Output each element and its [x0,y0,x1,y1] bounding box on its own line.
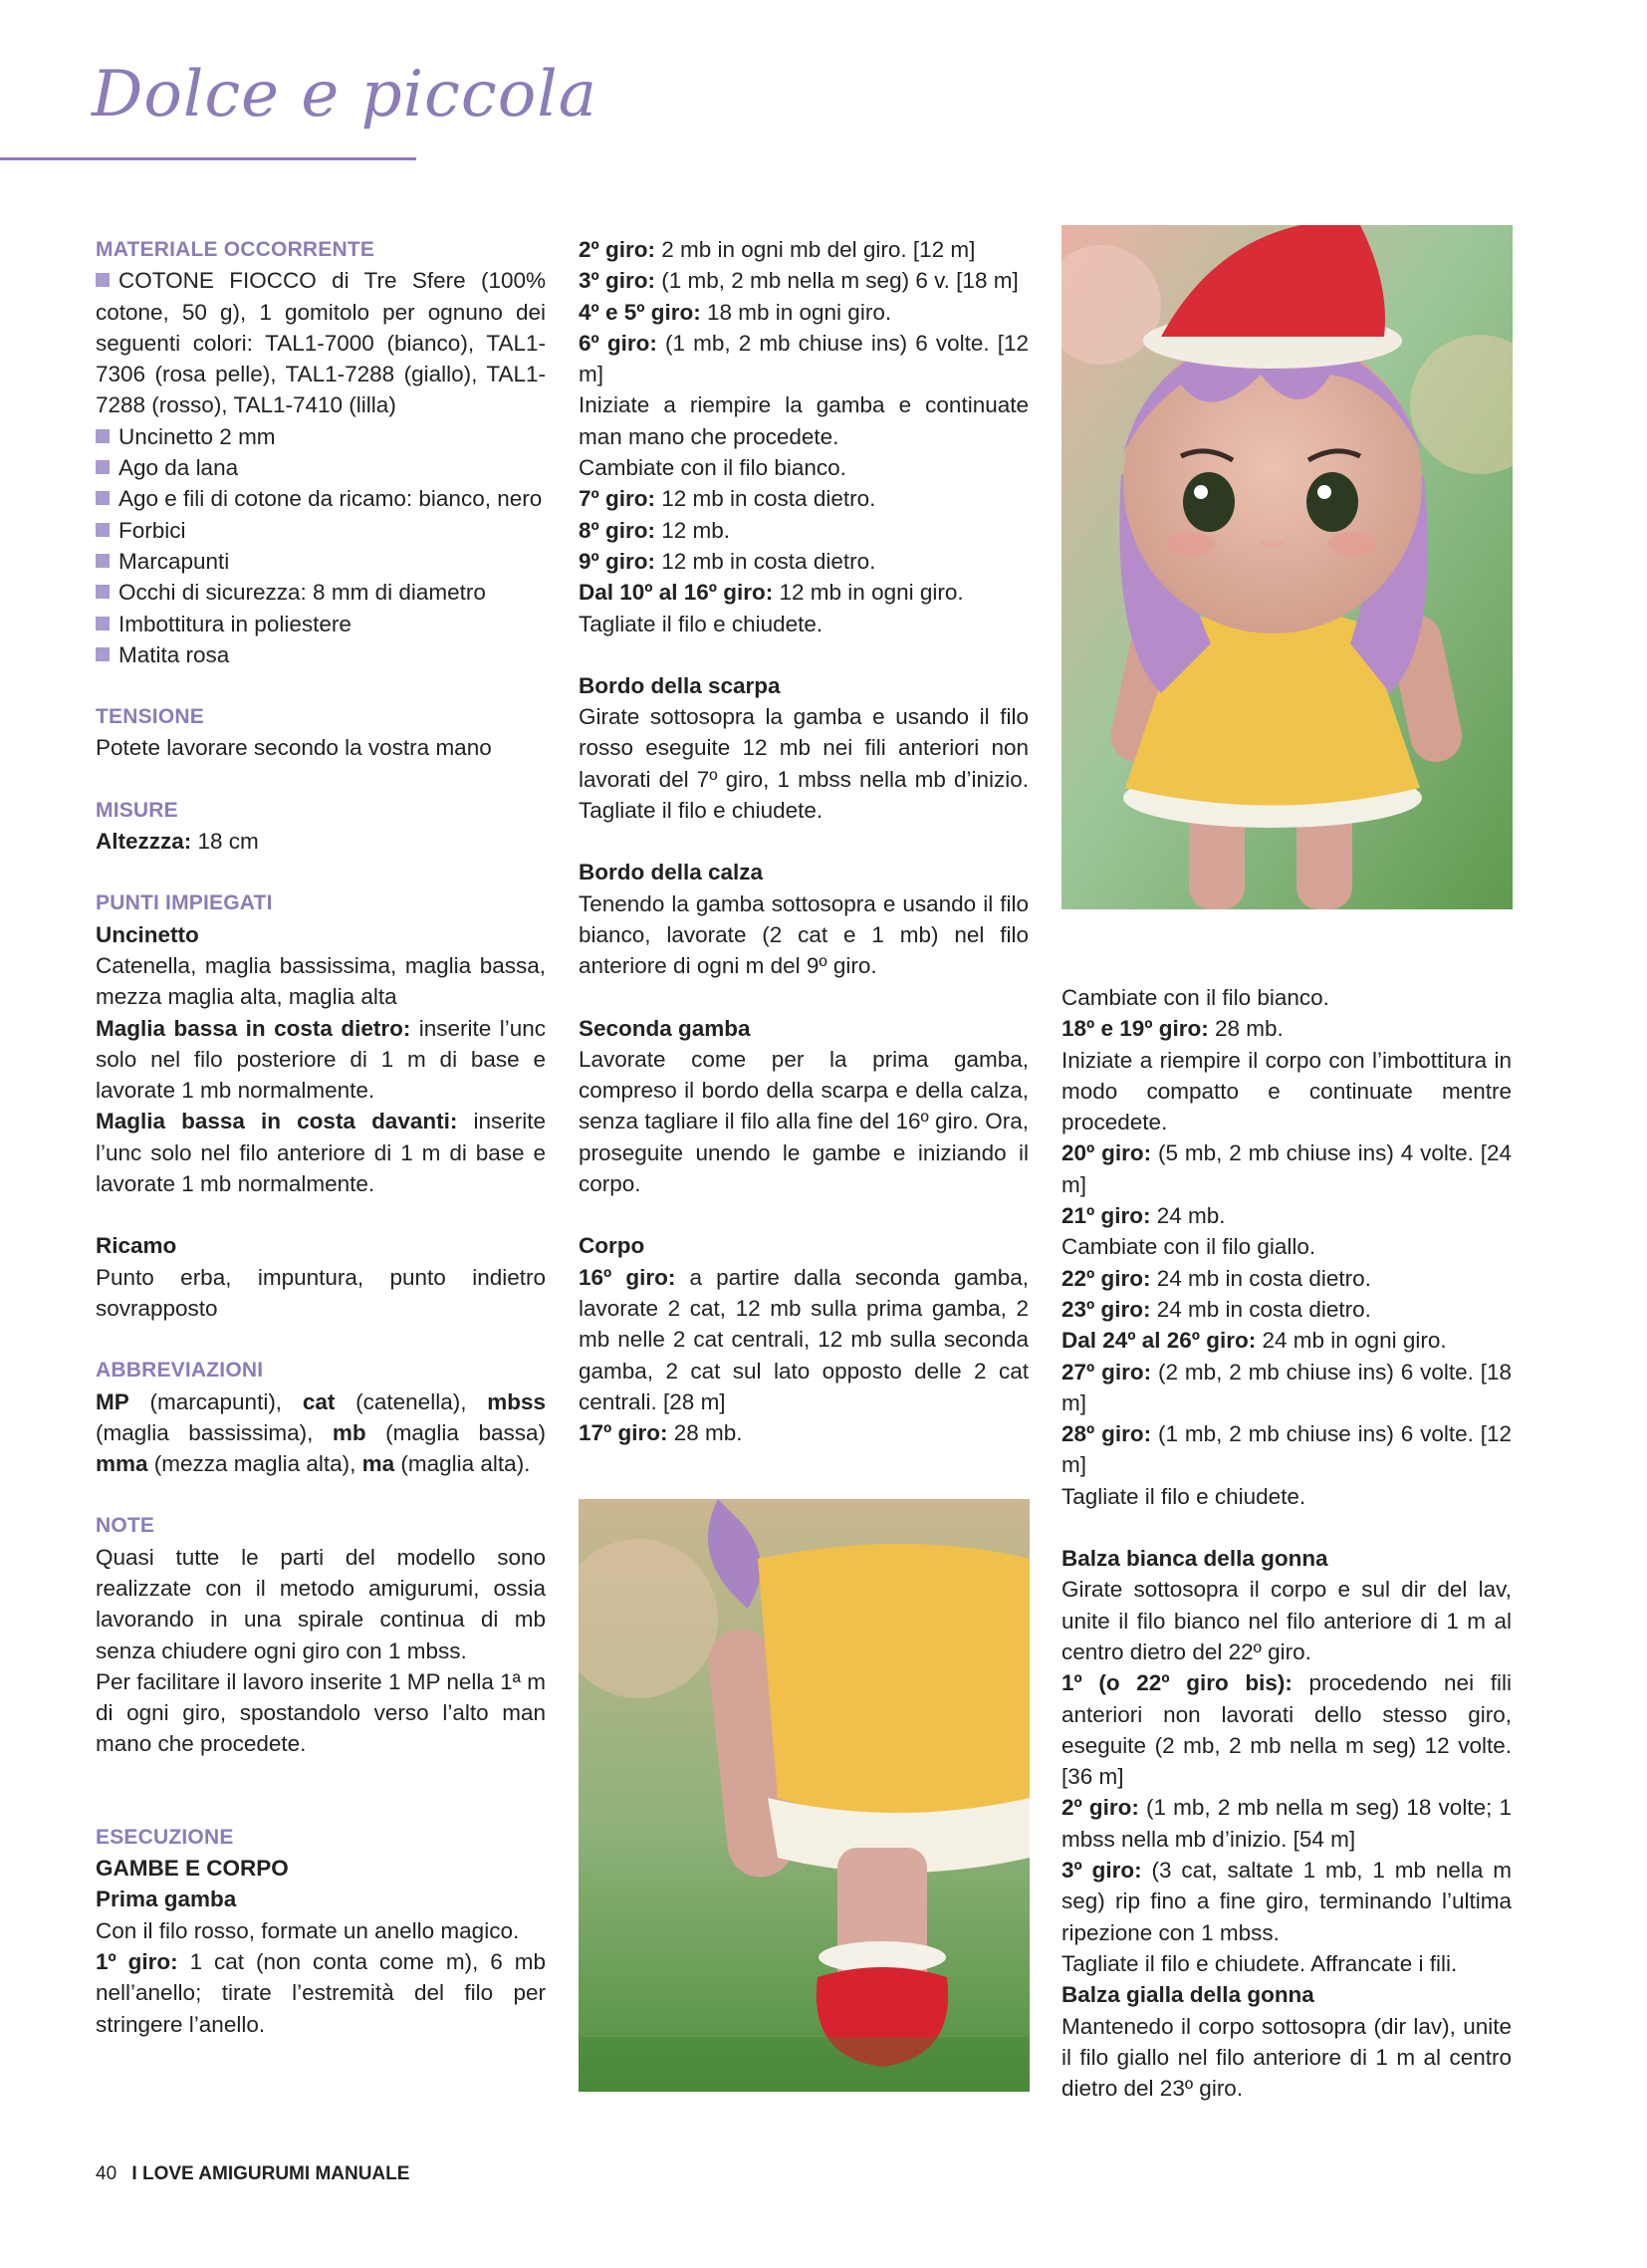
instruction-text: Tagliate il filo e chiudete. Affrancate i fili. [1061,1950,1458,1976]
note-text-1: Quasi tutte le parti del modello sono realizzate con il metodo amigurumi, ossia lavorando in una spirale continua di mb senza chiudere ogni giro con 1 mbss. [96,1544,546,1663]
giro-21: 21º giro: 24 mb. [1061,1203,1226,1229]
giro-18-19: 18º e 19º giro: 28 mb. [1061,1016,1284,1042]
instruction-text: Cambiate con il filo giallo. [1061,1234,1316,1260]
bordo-scarpa-text: Girate sottosopra la gamba e usando il filo rosso eseguite 12 mb nei fili anteriori non lavorati del 7º giro, 1 mbss nella mb d’inizio. Tagliate il filo e chiudete. [579,704,1029,824]
list-item: Ago da lana [96,452,546,483]
section-heading-misure: MISURE [96,798,178,822]
subheading-bordo-scarpa: Bordo della scarpa [579,672,781,698]
section-heading-esecuzione: ESECUZIONE [96,1825,234,1849]
instruction-text: Iniziate a riempire il corpo con l’imbottitura in modo compatto e continuate mentre procedete. [1061,1047,1512,1135]
giro-23: 23º giro: 24 mb in costa dietro. [1061,1296,1371,1322]
column-2 [579,234,1029,1448]
uncinetto-text: Catenella, maglia bassissima, maglia bassa, mezza maglia alta, maglia alta [96,952,546,1010]
list-item: Occhi di sicurezza: 8 mm di diametro [96,577,546,608]
publication-name: I LOVE AMIGURUMI MANUALE [131,2163,410,2184]
title-underline [0,157,416,160]
page-number: 40 [96,2163,118,2184]
subheading-uncinetto: Uncinetto [96,921,199,947]
square-bullet-icon [96,491,110,505]
ricamo-text: Punto erba, impuntura, punto indietro sovrapposto [96,1264,546,1321]
subheading-ricamo: Ricamo [96,1233,177,1259]
balza-giro-1: 1º (o 22º giro bis): procedendo nei fili anteriori non lavorati dello stesso giro, eseguite (2 mb, 2 mb nella m seg) 12 volte. [36 m] [1061,1670,1512,1790]
giro-7: 7º giro: 12 mb in costa dietro. [579,486,876,512]
giro-6: 6º giro: (1 mb, 2 mb chiuse ins) 6 volte. [12 m] [579,330,1029,387]
giro-10-16: Dal 10º al 16º giro: 12 mb in ogni giro. [579,580,964,606]
subheading-gambe-corpo: GAMBE E CORPO [96,1856,289,1882]
doll-photo-full [1061,225,1513,909]
section-heading-abbreviazioni: ABBREVIAZIONI [96,1359,264,1383]
instruction-text: Cambiate con il filo bianco. [1061,985,1329,1010]
seconda-gamba-text: Lavorate come per la prima gamba, compreso il bordo della scarpa e della calza, senza tagliare il filo alla fine del 16º giro. Ora, proseguite unendo le gambe e iniziando il corpo. [579,1046,1029,1197]
giro-22: 22º giro: 24 mb in costa dietro. [1061,1265,1371,1291]
note-text-2: Per facilitare il lavoro inserite 1 MP nella 1ª m di ogni giro, spostandolo verso l’alto man mano che procedete. [96,1668,546,1757]
page-footer [96,2163,409,2185]
square-bullet-icon [96,647,110,661]
list-item: COTONE FIOCCO di Tre Sfere (100% cotone, 50 g), 1 gomitolo per ognuno dei seguenti colori: TAL1-7000 (bianco), TAL1-7306 (rosa pelle), TAL1-7288 (giallo), TAL1-7288 (rosso), TAL1-7410 (lilla) [96,268,546,418]
section-heading-punti: PUNTI IMPIEGATI [96,891,273,915]
square-bullet-icon [96,554,110,568]
giro-17: 17º giro: 28 mb. [579,1420,743,1446]
subheading-corpo: Corpo [579,1233,645,1259]
giro-16-corpo: 16º giro: a partire dalla seconda gamba, lavorate 2 cat, 12 mb sulla prima gamba, 2 mb nelle 2 cat centrali, 12 mb sulla seconda gamba, 2 cat sul lato opposto delle 2 cat centrali. [28 m] [579,1264,1029,1414]
giro-24-26: Dal 24º al 26º giro: 24 mb in ogni giro. [1061,1328,1447,1354]
giro-2: 2º giro: 2 mb in ogni mb del giro. [12 m] [579,237,976,262]
giro-20: 20º giro: (5 mb, 2 mb chiuse ins) 4 volte. [24 m] [1061,1140,1512,1197]
giro-3: 3º giro: (1 mb, 2 mb nella m seg) 6 v. [18 m] [579,268,1019,294]
abbreviazioni-text: MP (marcapunti), cat (catenella), mbss (maglia bassissima), mb (maglia bassa) mma (mezza maglia alta), ma (maglia alta). [96,1388,547,1477]
list-item: Marcapunti [96,546,546,577]
giro-1: 1º giro: 1 cat (non conta come m), 6 mb nell’anello; tirate l’estremità del filo per stringere l’anello. [96,1948,546,2037]
doll-photo-detail [579,1499,1030,2092]
giro-8: 8º giro: 12 mb. [579,517,731,543]
section-heading-note: NOTE [96,1514,155,1538]
square-bullet-icon [96,523,110,537]
subheading-balza-gialla: Balza gialla della gonna [1061,1982,1314,2008]
balza-giro-3: 3º giro: (3 cat, saltate 1 mb, 1 mb nella m seg) rip fino a fine giro, terminando l’ultima ripezione con 1 mbss. [1061,1858,1512,1945]
section-heading-tensione: TENSIONE [96,705,204,729]
balza-gialla-text: Mantenedo il corpo sottosopra (dir lav), unite il filo giallo nel filo anteriore di 1 m al centro dietro del 23º giro. [1061,2013,1512,2102]
list-item: Uncinetto 2 mm [96,421,546,452]
giro-4-5: 4º e 5º giro: 18 mb in ogni giro. [579,299,892,325]
instruction-text: Tagliate il filo e chiudete. [1061,1483,1306,1509]
column-3 [1061,982,1512,2104]
balza-giro-2: 2º giro: (1 mb, 2 mb nella m seg) 18 volte; 1 mbss nella mb d’inizio. [54 m] [1061,1795,1512,1852]
instruction-text: Iniziate a riempire la gamba e continuate man mano che procedete. [579,392,1029,449]
subheading-seconda-gamba: Seconda gamba [579,1015,751,1041]
page-title: Dolce e piccola [92,58,597,131]
prima-gamba-intro: Con il filo rosso, formate un anello magico. [96,1917,520,1943]
bordo-calza-text: Tenendo la gamba sottosopra e usando il filo bianco, lavorate (2 cat e 1 mb) nel filo anteriore di ogni m del 9º giro. [579,890,1029,979]
mb-dietro-text: Maglia bassa in costa dietro: inserite l’unc solo nel filo posteriore di 1 m di base e lavorate 1 mb normalmente. [96,1015,547,1104]
giro-27: 27º giro: (2 mb, 2 mb chiuse ins) 6 volte. [18 m] [1061,1359,1512,1415]
square-bullet-icon [96,273,110,287]
giro-28: 28º giro: (1 mb, 2 mb chiuse ins) 6 volte. [12 m] [1061,1421,1512,1478]
subheading-prima-gamba: Prima gamba [96,1887,237,1912]
balza-bianca-text: Girate sottosopra il corpo e sul dir del lav, unite il filo bianco nel filo anteriore di 1 m al centro dietro del 22º giro. [1061,1577,1512,1664]
giro-9: 9º giro: 12 mb in costa dietro. [579,548,876,574]
instruction-text: Cambiate con il filo bianco. [579,455,846,481]
list-item: Forbici [96,515,546,546]
tensione-text: Potete lavorare secondo la vostra mano [96,735,492,761]
list-item: Imbottitura in poliestere [96,609,546,639]
list-item: Matita rosa [96,639,546,670]
section-heading-materiale: MATERIALE OCCORRENTE [96,238,375,261]
subheading-balza-bianca: Balza bianca della gonna [1061,1546,1328,1572]
subheading-bordo-calza: Bordo della calza [579,860,764,885]
square-bullet-icon [96,585,110,599]
misure-text: Altezzza: 18 cm [96,829,259,855]
instruction-text: Tagliate il filo e chiudete. [579,611,824,636]
square-bullet-icon [96,460,110,474]
mb-davanti-text: Maglia bassa in costa davanti: inserite l’unc solo nel filo anteriore di 1 m di base e lavorate 1 mb normalmente. [96,1109,546,1197]
square-bullet-icon [96,617,110,630]
square-bullet-icon [96,429,110,443]
column-1 [96,234,546,2040]
list-item: Ago e fili di cotone da ricamo: bianco, nero [96,483,546,514]
